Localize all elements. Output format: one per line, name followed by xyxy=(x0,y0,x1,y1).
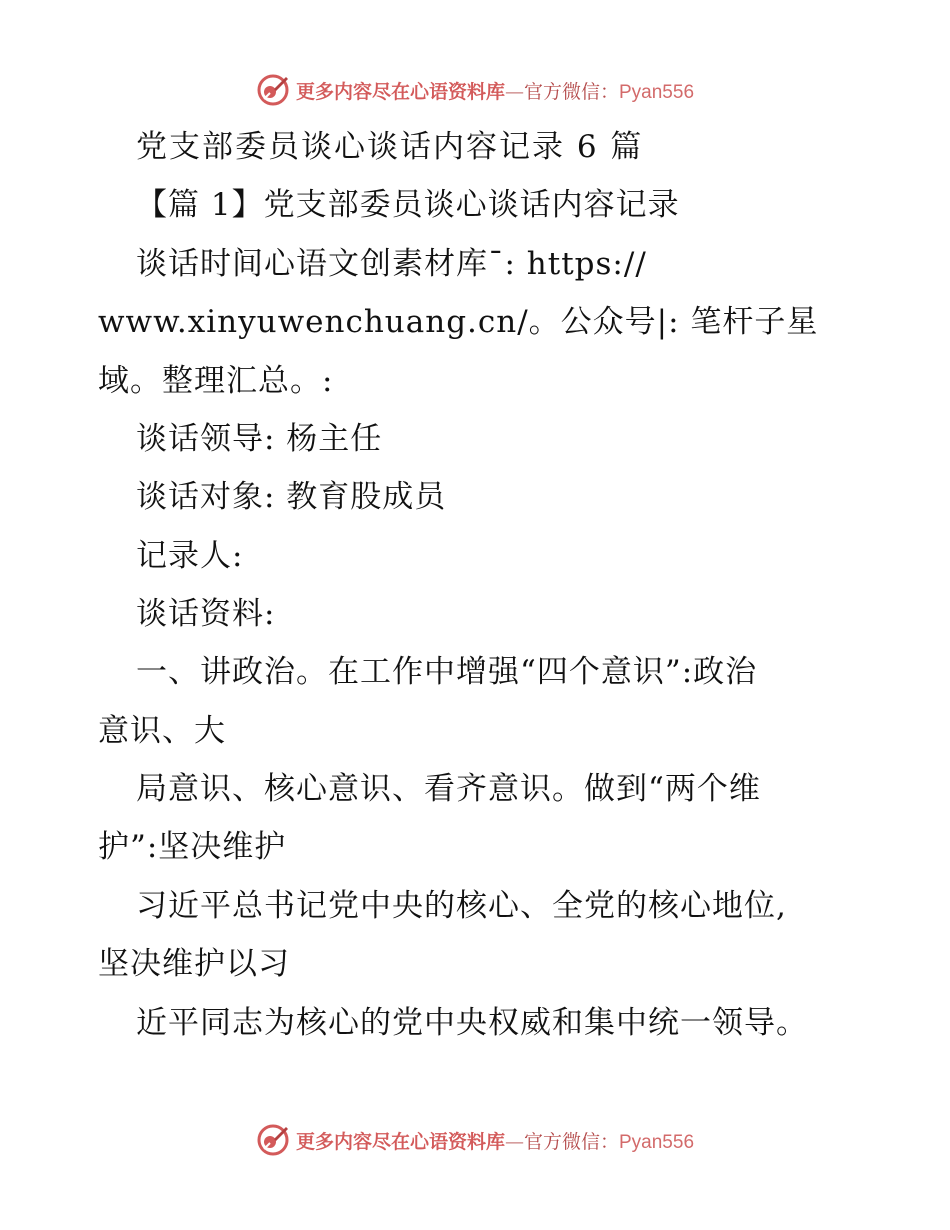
watermark-label: 官方微信： xyxy=(523,80,619,103)
text-line: 护”:坚决维护 xyxy=(98,829,287,865)
watermark-text xyxy=(296,77,694,104)
text-line: 近平同志为核心的党中央权威和集中统一领导。 xyxy=(136,1005,808,1041)
text-line: 谈话时间心语文创素材库¯: https:// xyxy=(136,246,647,282)
text-line: 记录人: xyxy=(136,538,244,574)
watermark-text xyxy=(296,1127,694,1154)
document-title: 党支部委员谈心谈话内容记录 6 篇 xyxy=(136,129,644,165)
text-line: 谈话领导: 杨主任 xyxy=(136,421,383,457)
watermark-dash: — xyxy=(504,80,524,103)
watermark-label: 官方微信： xyxy=(523,1130,619,1153)
watermark-dash: — xyxy=(504,1130,524,1153)
text-line: 谈话资料: xyxy=(136,596,276,632)
text-line: 习近平总书记党中央的核心、全党的核心地位, xyxy=(136,888,787,924)
text-line: 谈话对象: 教育股成员 xyxy=(136,479,447,515)
text-line: 意识、大 xyxy=(98,713,226,749)
pen-logo-icon xyxy=(256,73,290,107)
text-line: www.xinyuwenchuang.cn/。公众号|: 笔杆子星 xyxy=(98,304,819,340)
text-line: 坚决维护以习 xyxy=(98,946,290,982)
text-line: 一、讲政治。在工作中增强“四个意识”:政治 xyxy=(136,654,758,690)
header-watermark xyxy=(0,70,950,110)
section-heading: 【篇 1】党支部委员谈心谈话内容记录 xyxy=(136,187,680,223)
watermark-brand: 更多内容尽在心语资料库 xyxy=(295,1130,505,1153)
watermark-brand: 更多内容尽在心语资料库 xyxy=(295,80,505,103)
watermark-id: Pyan556 xyxy=(619,1131,695,1153)
text-line: 域。整理汇总。: xyxy=(98,363,334,399)
watermark-id: Pyan556 xyxy=(619,81,695,103)
pen-logo-icon xyxy=(256,1123,290,1157)
text-line: 局意识、核心意识、看齐意识。做到“两个维 xyxy=(136,771,761,807)
footer-watermark xyxy=(0,1120,950,1160)
